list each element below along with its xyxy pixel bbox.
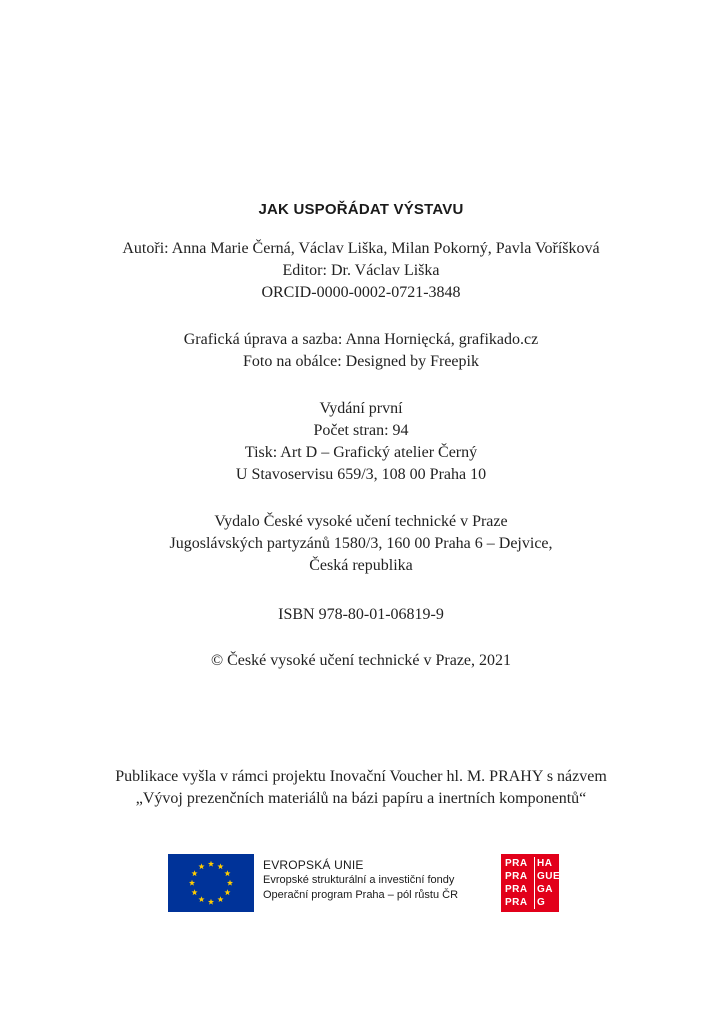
eu-star-icon: [198, 896, 204, 902]
eu-flag-icon: [168, 854, 254, 912]
eu-star-icon: [217, 896, 223, 902]
eu-star-icon: [227, 880, 233, 886]
authors-line: Autoři: Anna Marie Černá, Václav Liška, Milan Pokorný, Pavla Voříšková: [122, 240, 600, 257]
praha-logo-right-3: GA: [537, 884, 553, 895]
page-count-line: Počet stran: 94: [313, 422, 409, 439]
publisher-line: Vydalo České vysoké učení technické v Praze: [214, 513, 508, 530]
book-title: JAK USPOŘÁDAT VÝSTAVU: [258, 201, 464, 218]
design-line: Grafická úprava a sazba: Anna Hornięcká, grafikado.cz: [183, 331, 539, 348]
praha-logo-left-1: PRA: [505, 858, 528, 869]
edition-line: Vydání první: [319, 400, 403, 417]
eu-star-icon: [208, 861, 214, 867]
eu-stars: [168, 854, 254, 912]
orcid-line: ORCID-0000-0002-0721-3848: [261, 284, 461, 301]
eu-logo-line-3: Operační program Praha – pól růstu ČR: [263, 889, 459, 901]
praha-logo-left-4: PRA: [505, 897, 528, 908]
praha-logo-right-1: HA: [537, 858, 553, 869]
edition-section: [0, 398, 722, 486]
praha-logo-right-column: [534, 857, 561, 909]
eu-star-icon: [192, 889, 198, 895]
project-line-2: „Vývoj prezenčních materiálů na bázi papíru a inertních komponentů“: [135, 790, 587, 807]
authors-section: [0, 238, 722, 304]
eu-star-icon: [189, 880, 195, 886]
eu-logo-text: [263, 858, 458, 903]
project-section: [0, 766, 722, 810]
copyright-line: © České vysoké učení technické v Praze, 2021: [210, 652, 512, 669]
eu-logo-line-2: Evropské strukturální a investiční fondy: [263, 874, 455, 886]
praha-logo-left-2: PRA: [505, 871, 528, 882]
photo-credit-line: Foto na obálce: Designed by Freepik: [243, 353, 479, 370]
praha-logo-left-3: PRA: [505, 884, 528, 895]
isbn-line: ISBN 978-80-01-06819-9: [278, 606, 444, 623]
print-line: Tisk: Art D – Grafický atelier Černý: [244, 444, 478, 461]
publisher-country-line: Česká republika: [309, 557, 413, 574]
praha-logo: [501, 854, 559, 912]
eu-star-icon: [217, 863, 223, 869]
praha-logo-left-column: [505, 857, 531, 909]
editor-line: Editor: Dr. Václav Liška: [282, 262, 440, 279]
publisher-address-line: Jugoslávských partyzánů 1580/3, 160 00 Praha 6 – Dejvice,: [169, 535, 553, 552]
eu-logo-head: EVROPSKÁ UNIE: [263, 858, 364, 872]
eu-star-icon: [192, 870, 198, 876]
eu-star-icon: [208, 899, 214, 905]
print-address-line: U Stavoservisu 659/3, 108 00 Praha 10: [235, 466, 487, 483]
funding-logos: [0, 851, 722, 915]
isbn-section: [0, 604, 722, 626]
project-line-1: Publikace vyšla v rámci projektu Inovační Voucher hl. M. PRAHY s názvem: [115, 768, 607, 785]
eu-star-icon: [198, 863, 204, 869]
praha-logo-right-4: G: [537, 897, 546, 908]
eu-star-icon: [224, 870, 230, 876]
eu-star-icon: [224, 889, 230, 895]
praha-logo-right-2: GUE: [537, 871, 561, 882]
graphic-design-section: [0, 329, 722, 373]
publisher-section: [0, 511, 722, 577]
copyright-section: [0, 650, 722, 672]
